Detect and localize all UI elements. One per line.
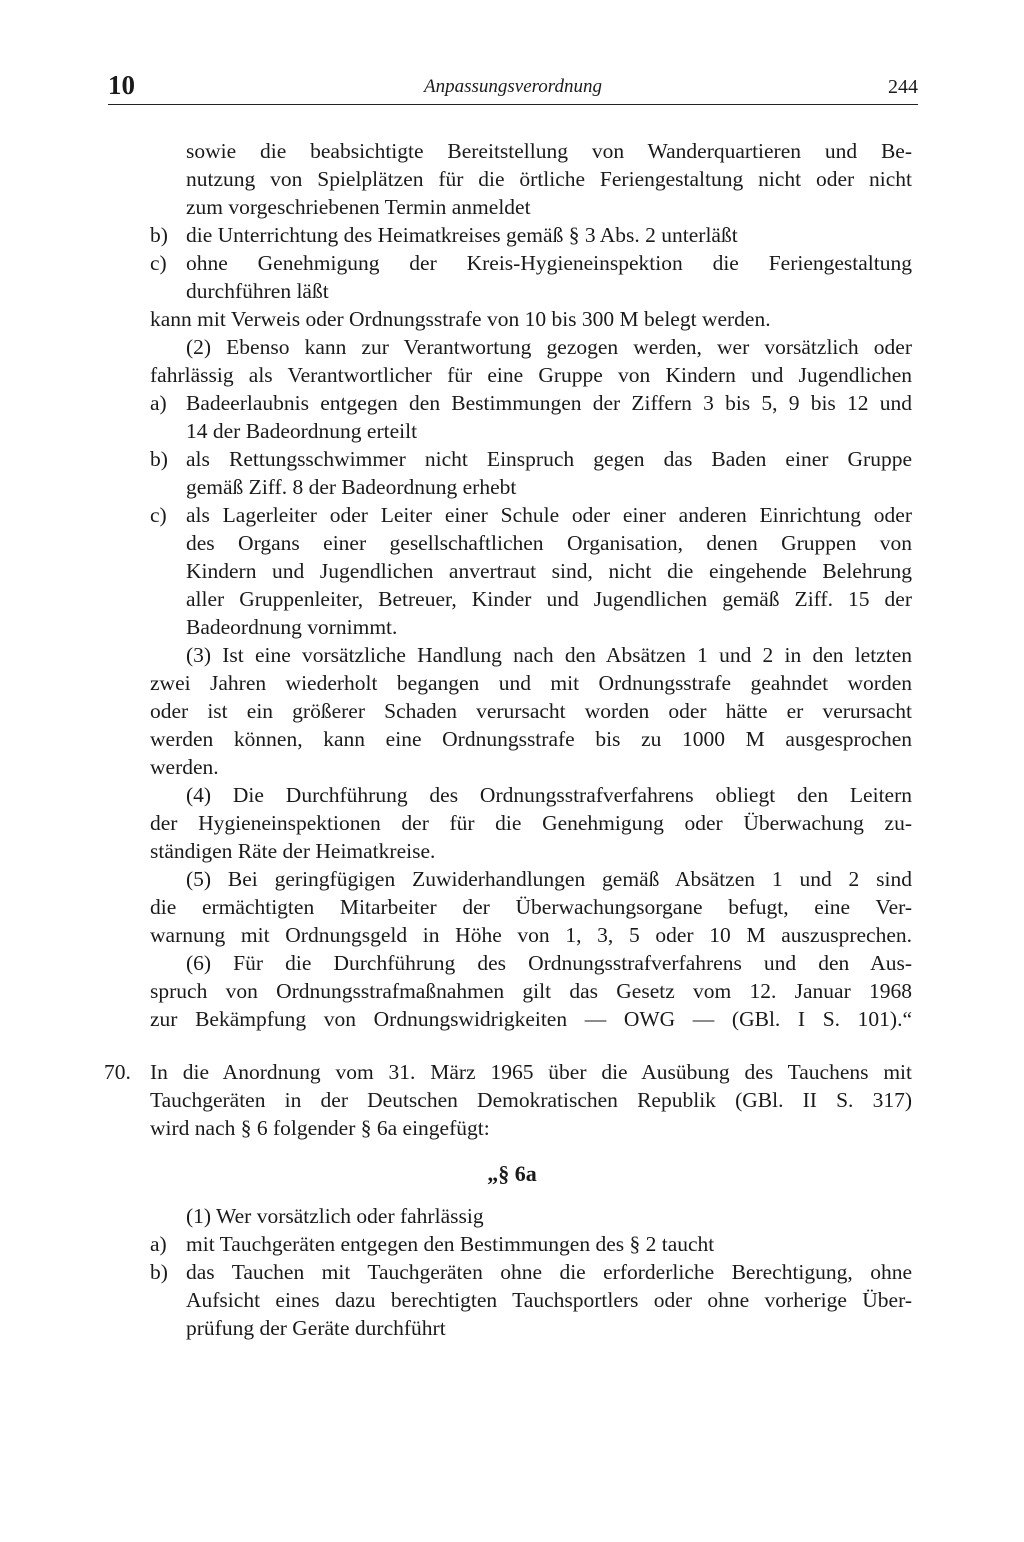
text-line: (6) Für die Durchführung des Ordnungsstrafverfahrens und den Aus-: [186, 951, 912, 975]
text-line: ohne Genehmigung der Kreis-Hygieneinspektion die Feriengestaltung: [186, 251, 912, 275]
text-line: die Unterrichtung des Heimatkreises gemäß § 3 Abs. 2 unterläßt: [186, 223, 738, 247]
text-line: spruch von Ordnungsstrafmaßnahmen gilt das Gesetz vom 12. Januar 1968: [150, 979, 912, 1003]
text-line: Badeerlaubnis entgegen den Bestimmungen der Ziffern 3 bis 5, 9 bis 12 und: [186, 391, 912, 415]
text-line: werden können, kann eine Ordnungsstrafe bis zu 1000 M ausgesprochen: [150, 727, 912, 751]
text-line: als Lagerleiter oder Leiter einer Schule oder einer anderen Einrichtung oder: [186, 503, 912, 527]
running-title: Anpassungsverordnung: [423, 76, 603, 97]
text-line: das Tauchen mit Tauchgeräten ohne die erforderliche Berechtigung, ohne: [186, 1260, 912, 1284]
page-header: [108, 70, 918, 105]
text-line: Kindern und Jugendlichen anvertraut sind, nicht die eingehende Belehrung: [186, 559, 912, 583]
text-line: ständigen Räte der Heimatkreise.: [150, 839, 436, 863]
text-line: die ermächtigten Mitarbeiter der Überwachungsorgane befugt, eine Ver-: [150, 895, 912, 919]
text-line: In die Anordnung vom 31. März 1965 über die Ausübung des Tauchens mit: [150, 1060, 912, 1084]
text-line: werden.: [150, 755, 219, 779]
text-line: des Organs einer gesellschaftlichen Organisation, denen Gruppen von: [186, 531, 912, 555]
text-line: Aufsicht eines dazu berechtigten Tauchsportlers oder ohne vorherige Über-: [186, 1288, 912, 1312]
text-line: mit Tauchgeräten entgegen den Bestimmungen des § 2 taucht: [186, 1232, 715, 1256]
item-number: 70.: [104, 1060, 131, 1084]
text-line: zwei Jahren wiederholt begangen und mit Ordnungsstrafe geahndet worden: [150, 671, 912, 695]
list-label: b): [150, 447, 168, 471]
text-line: kann mit Verweis oder Ordnungsstrafe von 10 bis 300 M belegt werden.: [150, 307, 771, 331]
text-line: zur Bekämpfung von Ordnungswidrigkeiten — OWG — (GBl. I S. 101).“: [150, 1007, 912, 1031]
text-line: nutzung von Spielplätzen für die örtliche Feriengestaltung nicht oder nicht: [186, 167, 912, 191]
text-line: 14 der Badeordnung erteilt: [186, 419, 418, 443]
text-line: zum vorgeschriebenen Termin anmeldet: [186, 195, 531, 219]
list-label: c): [150, 251, 167, 275]
text-line: aller Gruppenleiter, Betreuer, Kinder und Jugendlichen gemäß Ziff. 15 der: [186, 587, 912, 611]
list-label: a): [150, 391, 167, 415]
page-number: 244: [888, 76, 918, 98]
text-line: wird nach § 6 folgender § 6a eingefügt:: [150, 1116, 490, 1140]
list-label: b): [150, 223, 168, 247]
list-label: a): [150, 1232, 167, 1256]
text-line: gemäß Ziff. 8 der Badeordnung erhebt: [186, 475, 517, 499]
section-heading: „§ 6a: [487, 1161, 537, 1186]
text-line: (1) Wer vorsätzlich oder fahrlässig: [186, 1204, 484, 1228]
text-line: (2) Ebenso kann zur Verantwortung gezogen werden, wer vorsätzlich oder: [186, 335, 912, 359]
text-line: warnung mit Ordnungsgeld in Höhe von 1, 3, 5 oder 10 M auszusprechen.: [150, 923, 912, 947]
text-line: (4) Die Durchführung des Ordnungsstrafverfahrens obliegt den Leitern: [186, 783, 912, 807]
text-line: sowie die beabsichtigte Bereitstellung von Wanderquartieren und Be-: [186, 139, 912, 163]
list-label: c): [150, 503, 167, 527]
text-line: Badeordnung vornimmt.: [186, 615, 398, 639]
list-label: b): [150, 1260, 168, 1284]
text-line: (5) Bei geringfügigen Zuwiderhandlungen gemäß Absätzen 1 und 2 sind: [186, 867, 912, 891]
text-line: (3) Ist eine vorsätzliche Handlung nach den Absätzen 1 und 2 in den letzten: [186, 643, 912, 667]
text-line: als Rettungsschwimmer nicht Einspruch gegen das Baden einer Gruppe: [186, 447, 912, 471]
text-line: durchführen läßt: [186, 279, 329, 303]
text-line: fahrlässig als Verantwortlicher für eine Gruppe von Kindern und Jugendlichen: [150, 363, 912, 387]
text-line: prüfung der Geräte durchführt: [186, 1316, 446, 1340]
chapter-number: 10: [108, 70, 135, 100]
text-line: oder ist ein größerer Schaden verursacht worden oder hätte er verursacht: [150, 699, 912, 723]
text-line: Tauchgeräten in der Deutschen Demokratischen Republik (GBl. II S. 317): [150, 1088, 912, 1112]
text-line: der Hygieneinspektionen der für die Genehmigung oder Überwachung zu-: [150, 811, 912, 835]
